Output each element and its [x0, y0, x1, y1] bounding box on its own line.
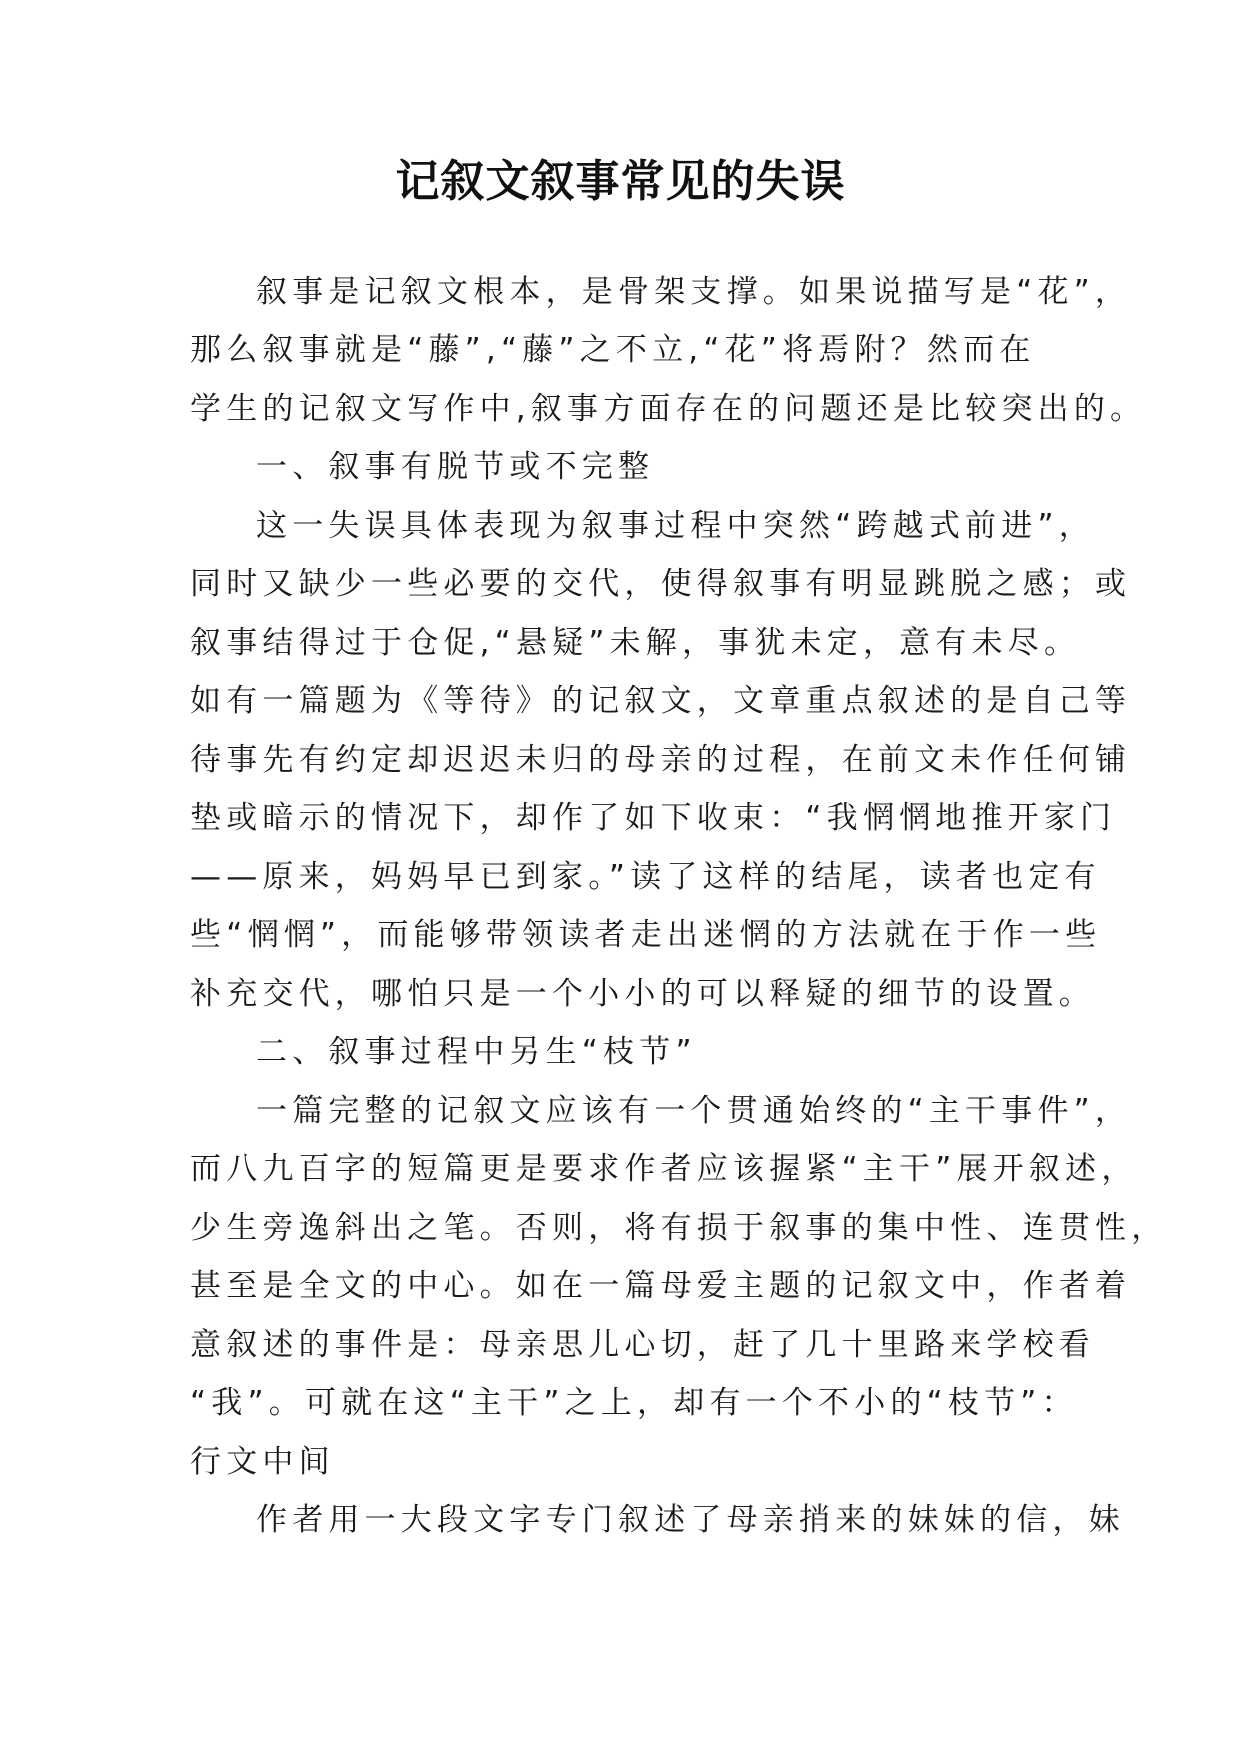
body-line: 些“惘惘”，而能够带领读者走出迷惘的方法就在于作一些	[190, 917, 1102, 953]
body-line: 甚至是全文的中心。如在一篇母爱主题的记叙文中，作者着	[190, 1268, 1132, 1304]
body-line: 同时又缺少一些必要的交代，使得叙事有明显跳脱之感；或	[190, 566, 1132, 602]
body-line: 如有一篇题为《等待》的记叙文，文章重点叙述的是自己等	[190, 683, 1132, 719]
body-line: “我”。可就在这“主干”之上，却有一个不小的“枝节”：	[190, 1385, 1078, 1421]
body-line: 少生旁逸斜出之笔。否则，将有损于叙事的集中性、连贯性，	[190, 1210, 1168, 1246]
body-line: 补充交代，哪怕只是一个小小的可以释疑的细节的设置。	[190, 976, 1095, 1012]
body-line: 行文中间	[190, 1444, 335, 1480]
body-line: 待事先有约定却迟迟未归的母亲的过程，在前文未作任何铺	[190, 742, 1132, 778]
body-line: 作者用一大段文字专门叙述了母亲捎来的妹妹的信，妹	[256, 1502, 1125, 1538]
body-line: 叙事是记叙文根本，是骨架支撑。如果说描写是“花”，	[256, 274, 1132, 310]
body-line: 叙事结得过于仓促,“悬疑”未解，事犹未定，意有未尽。	[190, 625, 1081, 661]
body-line: 这一失误具体表现为叙事过程中突然“跨越式前进”，	[256, 508, 1095, 544]
body-line: 垫或暗示的情况下，却作了如下收束：“我惘惘地推开家门	[190, 800, 1117, 836]
section-heading: 一、叙事有脱节或不完整	[256, 449, 655, 485]
section-heading: 二、叙事过程中另生“枝节”	[256, 1034, 697, 1070]
body-line: ——原来，妈妈早已到家。”读了这样的结尾，读者也定有	[190, 859, 1101, 895]
document-title: 记叙文叙事常见的失误	[395, 156, 846, 207]
body-line: 意叙述的事件是：母亲思儿心切，赶了几十里路来学校看	[190, 1327, 1095, 1363]
body-line: 那么叙事就是“藤”,“藤”之不立,“花”将焉附？然而在	[190, 332, 1036, 368]
body-line: 一篇完整的记叙文应该有一个贯通始终的“主干事件”，	[256, 1093, 1132, 1129]
body-line: 而八九百字的短篇更是要求作者应该握紧“主干”展开叙述，	[190, 1151, 1138, 1187]
body-line: 学生的记叙文写作中,叙事方面存在的问题还是比较突出的。	[190, 391, 1147, 427]
